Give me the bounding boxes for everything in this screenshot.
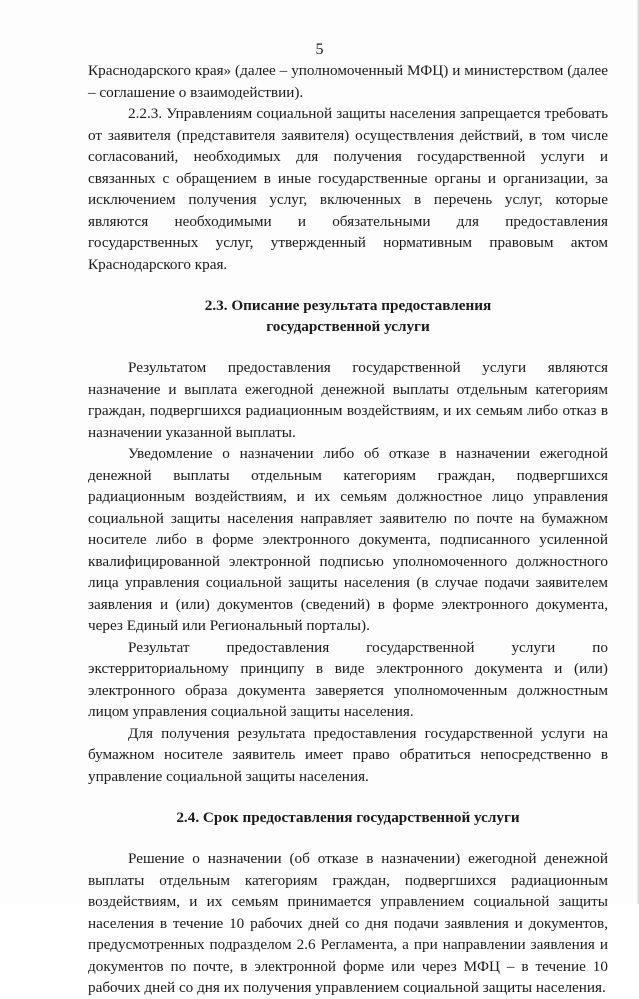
section-heading-2-3-line1: 2.3. Описание результата предоставления bbox=[204, 297, 492, 314]
page-number: 5 bbox=[315, 41, 324, 58]
paragraph-continuation: Краснодарского края» (далее – уполномоченный МФЦ) и министерством (далее – соглашение о взаимодействии). bbox=[88, 62, 608, 101]
section-heading-2-3-line2: государственной услуги bbox=[266, 318, 430, 335]
paragraph-extraterritorial: Результат предоставления государственной услуги по экстерриториальному принципу в виде электронного документа и (или) электронного образа документа заверяется уполномоченным должностным лицом управления социальной защиты населения. bbox=[88, 638, 608, 720]
document-body bbox=[88, 60, 608, 999]
paragraph-term: Решение о назначении (об отказе в назначении) ежегодной денежной выплаты отдельным категориям граждан, подвергшихся радиационным воздействиям, и их семьям принимается управлением социальной защиты населения в течение 10 рабочих дней со дня подачи заявления и документов, предусмотренных подразделом 2.6 Регламента, а при направлении заявления и документов по почте, в электронной форме или через МФЦ – в течение 10 рабочих дней со дня их получения управлением социальной защиты населения. bbox=[88, 850, 608, 996]
paragraph-paper-result: Для получения результата предоставления государственной услуги на бумажном носителе заявитель имеет право обратиться непосредственно в управление социальной защиты населения. bbox=[88, 724, 608, 785]
paragraph-2-2-3: 2.2.3. Управлениям социальной защиты населения запрещается требовать от заявителя (представителя заявителя) осуществления действий, в том числе согласований, необходимых для получения государственной услуги и связанных с обращением в иные государственные органы и организации, за исключением получения услуг, включенных в перечень услуг, которые являются необходимыми и обязательными для предоставления государственных услуг, утвержденный нормативным правовым актом Краснодарского края. bbox=[88, 105, 608, 273]
paragraph-result-description: Результатом предоставления государственной услуги являются назначение и выплата ежегодной денежной выплаты отдельным категориям граждан, подвергшихся радиационным воздействиям, и их семьям либо отказ в назначении указанной выплаты. bbox=[88, 359, 608, 441]
spacer bbox=[88, 787, 608, 807]
spacer bbox=[88, 337, 608, 357]
paragraph-notification: Уведомление о назначении либо об отказе в назначении ежегодной денежной выплаты отдельным категориям граждан, подвергшихся радиационным воздействиям, и их семьям должностное лицо управления социальной защиты населения направляет заявителю по почте на бумажном носителе либо в форме электронного документа, подписанного усиленной квалифицированной электронной подписью уполномоченного должностного лица управления социальной защиты населения (в случае подачи заявителем заявления и (или) документов (сведений) в форме электронного документа, через Единый или Региональный порталы). bbox=[88, 445, 608, 634]
spacer bbox=[88, 828, 608, 848]
section-heading-2-3 bbox=[88, 295, 608, 337]
section-heading-2-4: 2.4. Срок предоставления государственной услуги bbox=[176, 809, 520, 826]
spacer bbox=[88, 275, 608, 295]
